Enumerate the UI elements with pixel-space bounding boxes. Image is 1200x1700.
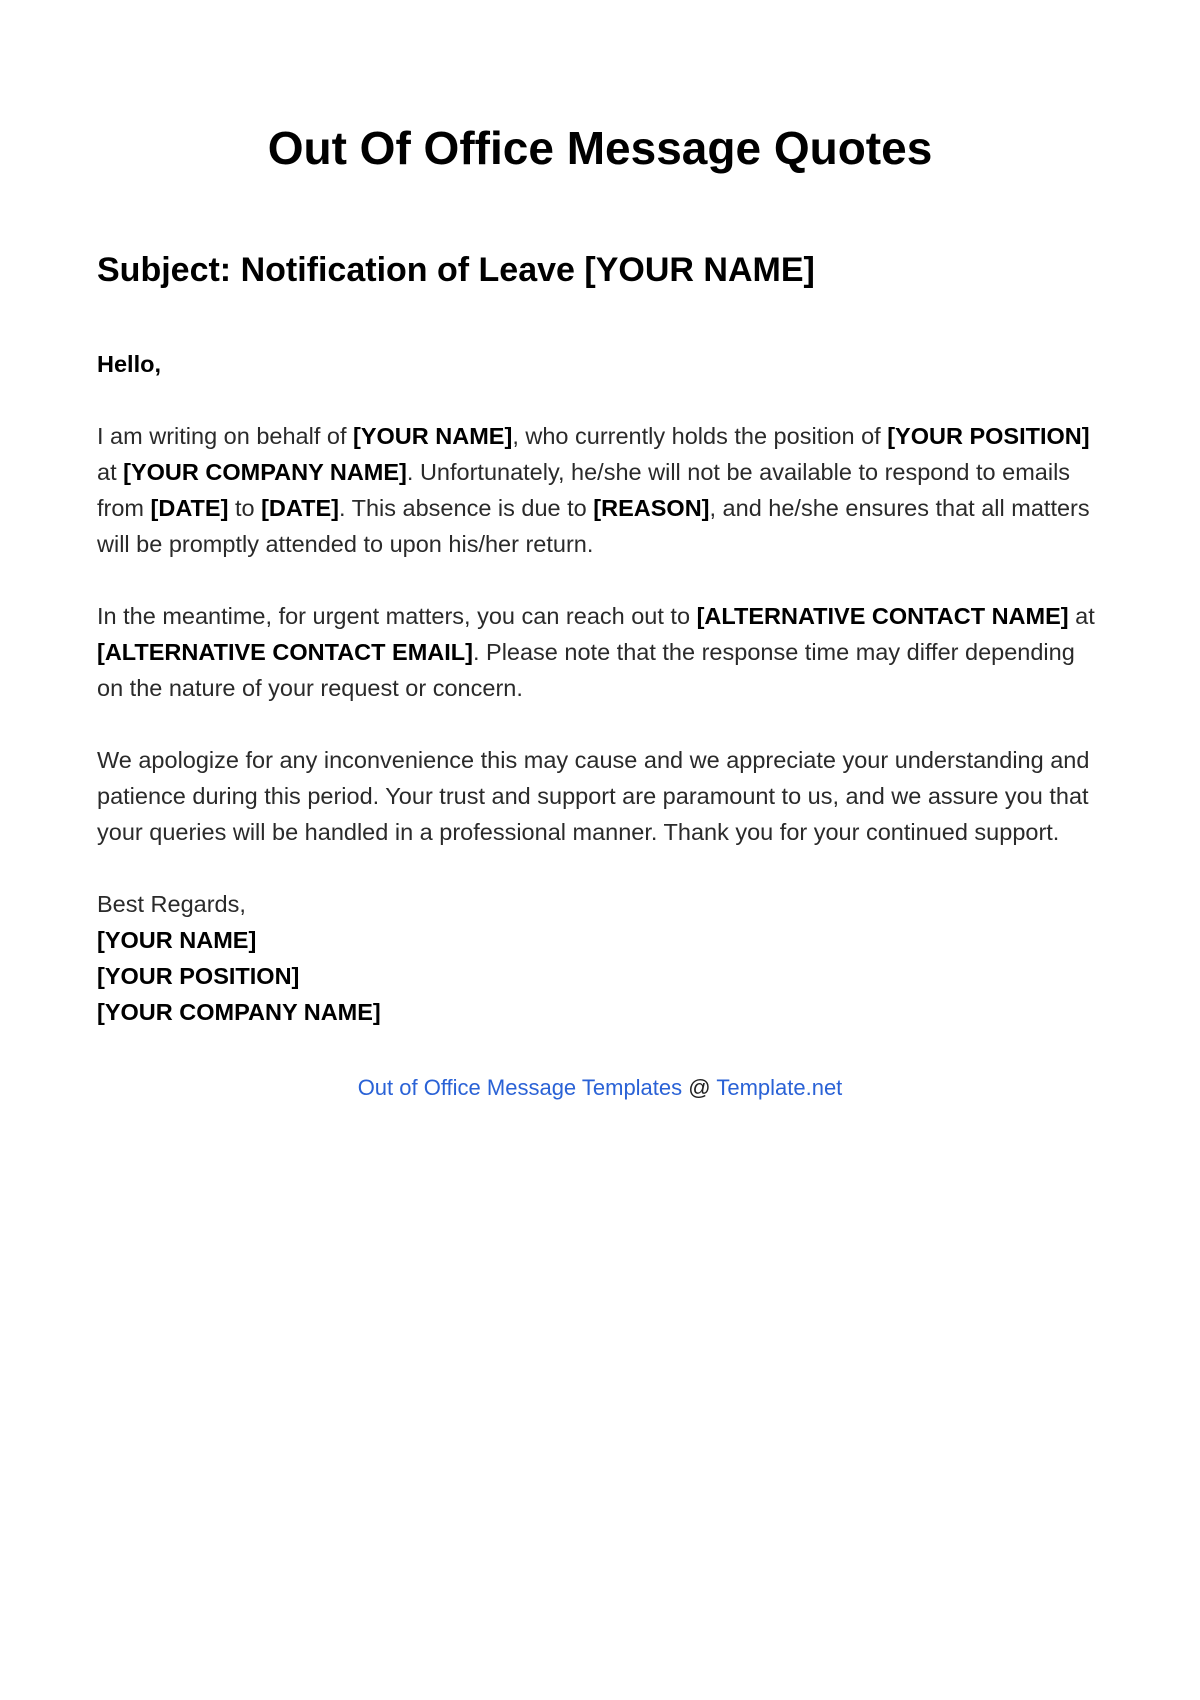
- text-run: at: [1068, 603, 1095, 629]
- signature-block: [97, 886, 1103, 1030]
- placeholder-alt-contact-email: [ALTERNATIVE CONTACT EMAIL]: [97, 639, 473, 665]
- signature-position: [YOUR POSITION]: [97, 963, 300, 989]
- footer-separator: @: [682, 1075, 717, 1100]
- placeholder-alt-contact-name: [ALTERNATIVE CONTACT NAME]: [696, 603, 1069, 629]
- templates-link[interactable]: Out of Office Message Templates: [357, 1075, 683, 1100]
- template-net-link[interactable]: Template.net: [716, 1075, 843, 1100]
- text-run: , and he/she ensures that all matters will be promptly attended to upon his/her return.: [97, 495, 1090, 557]
- closing-line: Best Regards,: [97, 891, 246, 917]
- placeholder-your-position: [YOUR POSITION]: [887, 423, 1090, 449]
- greeting: Hello,: [97, 351, 161, 377]
- placeholder-reason: [REASON]: [593, 495, 710, 521]
- text-run: . This absence is due to: [338, 495, 594, 521]
- text-run: In the meantime, for urgent matters, you can reach out to: [97, 603, 697, 629]
- placeholder-your-name: [YOUR NAME]: [353, 423, 513, 449]
- signature-company: [YOUR COMPANY NAME]: [97, 999, 381, 1025]
- footer-credit: [97, 1072, 1103, 1104]
- signature-name: [YOUR NAME]: [97, 927, 257, 953]
- text-run: I am writing on behalf of: [97, 423, 354, 449]
- paragraph-alternative-contact: [97, 598, 1103, 706]
- text-run: . Unfortunately, he/she will not be available to respond to emails from: [97, 459, 1071, 521]
- placeholder-company-name: [YOUR COMPANY NAME]: [123, 459, 407, 485]
- page-title: Out Of Office Message Quotes: [267, 122, 933, 174]
- subject-heading: Subject: Notification of Leave [YOUR NAME]: [97, 251, 815, 289]
- letter-body: [97, 346, 1103, 1030]
- text-run: at: [97, 459, 124, 485]
- placeholder-end-date: [DATE]: [261, 495, 339, 521]
- paragraph-leave-notice: [97, 418, 1103, 562]
- text-run: . Please note that the response time may differ depending on the nature of your request or concern.: [97, 639, 1075, 701]
- placeholder-start-date: [DATE]: [150, 495, 229, 521]
- text-run: to: [228, 495, 262, 521]
- text-run: , who currently holds the position of: [512, 423, 888, 449]
- paragraph-apology: We apologize for any inconvenience this may cause and we appreciate your understanding and patience during this period. Your trust and support are paramount to us, and we assure you that your queries will be handled in a professional manner. Thank you for your continued support.: [97, 747, 1090, 845]
